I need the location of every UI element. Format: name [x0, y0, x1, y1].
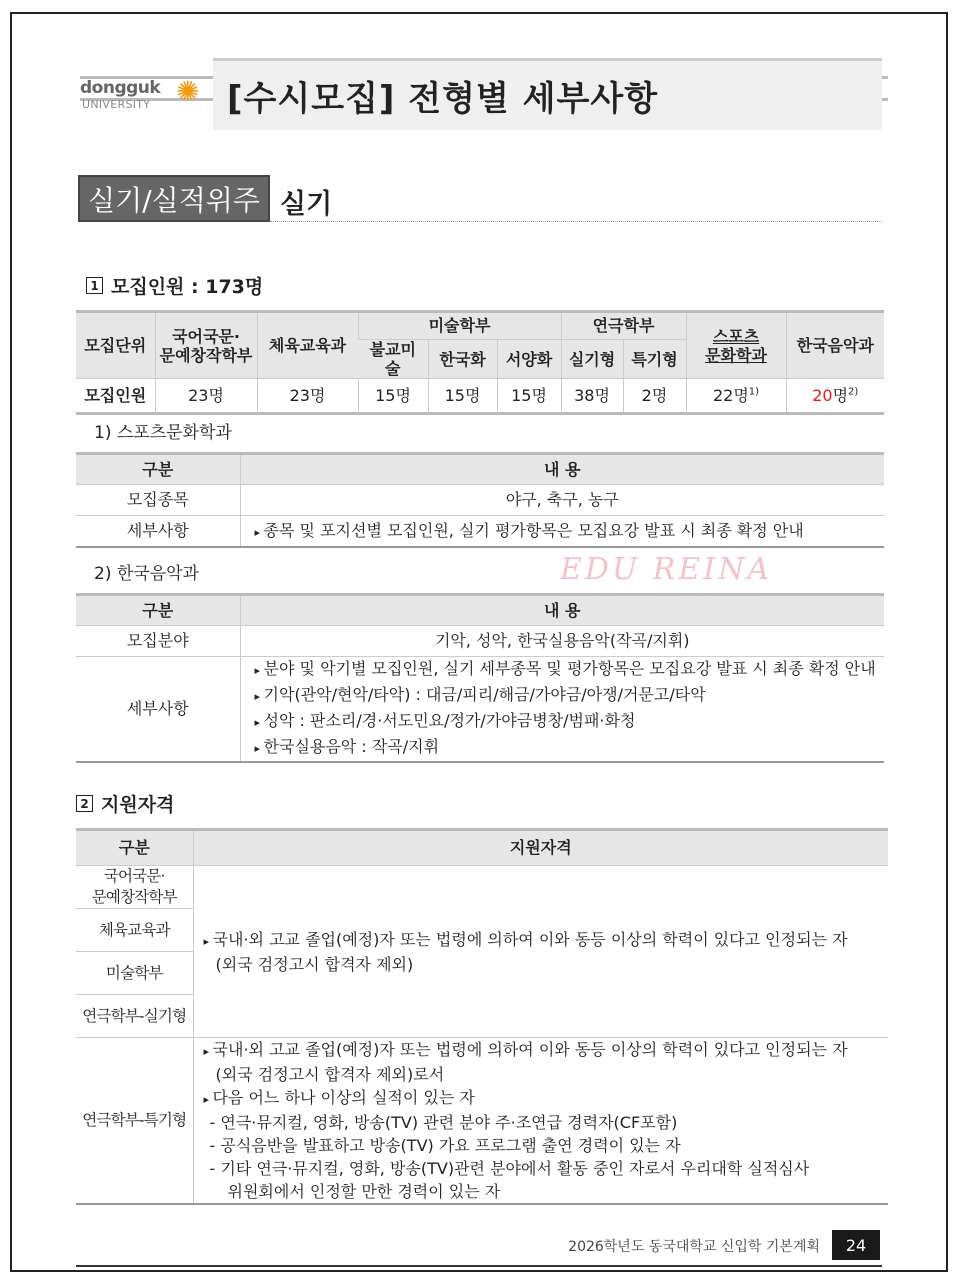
eligibility-item: ▸ 국내·외 고교 졸업(예정)자 또는 법령에 의하여 이와 동등 이상의 학력이 있다고 인정되는 자 — [204, 928, 885, 953]
header-content: 내 용 — [240, 595, 884, 626]
row-label: 연극학부-실기형 — [76, 995, 193, 1038]
cell — [193, 1038, 888, 1205]
header-col: 불교미술 — [358, 340, 428, 379]
divider — [270, 221, 882, 222]
detail-item: ▸ 분야 및 악기별 모집인원, 실기 세부종목 및 평가항목은 모집요강 발표 시 최종 확정 안내 — [255, 657, 881, 683]
header-unit: 모집단위 — [76, 312, 155, 379]
eligibility-item: (외국 검정고시 합격자 제외) — [215, 954, 414, 974]
cell-value: 22명 — [712, 386, 749, 406]
cell: 38명 — [561, 379, 623, 414]
header-eligibility: 지원자격 — [193, 830, 888, 866]
row-label: 미술학부 — [76, 952, 193, 995]
eligibility-item: ▸ 국내·외 고교 졸업(예정)자 또는 법령에 의하여 이와 동등 이상의 학력이 있다고 인정되는 자 — [204, 1038, 885, 1063]
header-category: 구분 — [76, 454, 240, 485]
row-label: 모집종목 — [76, 485, 240, 516]
cell — [786, 379, 884, 414]
footer-text: 2026학년도 동국대학교 신입학 기본계획 — [568, 1239, 820, 1255]
cell-unit: 명 — [832, 386, 849, 406]
cell: 15명 — [428, 379, 497, 414]
heading-text: 지원자격 — [101, 794, 175, 816]
cell — [686, 379, 786, 414]
row-label: 세부사항 — [76, 516, 240, 547]
subheading-sports: 1) 스포츠문화학과 — [94, 423, 232, 443]
heading-recruitment — [86, 272, 263, 299]
footer-line — [76, 1265, 882, 1267]
eligibility-item: - 공식음반을 발표하고 방송(TV) 가요 프로그램 출연 경력이 있는 자 — [209, 1136, 681, 1155]
cell: ▸ 종목 및 포지션별 모집인원, 실기 평가항목은 모집요강 발표 시 최종 확정 안내 — [240, 516, 884, 547]
row-label: 연극학부-특기형 — [76, 1038, 193, 1205]
detail-item: ▸ 한국실용음악 : 작곡/지휘 — [255, 735, 881, 761]
cell: 15명 — [358, 379, 428, 414]
logo-star-icon: ✺ — [176, 75, 200, 108]
subheading-music: 2) 한국음악과 — [94, 564, 199, 584]
header-col: 스포츠 문화학과 — [686, 312, 786, 379]
eligibility-item: 위원회에서 인정할 만한 경력이 있는 자 — [227, 1182, 501, 1201]
music-table — [76, 593, 884, 763]
header-content: 내 용 — [240, 454, 884, 485]
recruitment-table — [76, 310, 884, 415]
cell-value: 20 — [812, 386, 833, 406]
row-label: 국어국문· 문예창작학부 — [76, 866, 193, 909]
header-group: 연극학부 — [561, 312, 686, 340]
section-name: 실기 — [280, 189, 333, 220]
heading-eligibility — [76, 790, 174, 817]
header-category: 구분 — [76, 830, 193, 866]
footnote: 1) — [748, 386, 760, 398]
header-col: 한국화 — [428, 340, 497, 379]
cell: 23명 — [257, 379, 358, 414]
row-label: 모집인원 — [76, 379, 155, 414]
cell — [240, 657, 884, 763]
eligibility-item: (외국 검정고시 합격자 제외)로서 — [215, 1065, 445, 1084]
page-title: [수시모집] 전형별 세부사항 — [213, 58, 882, 130]
header-col: 서양화 — [497, 340, 561, 379]
cell: 23명 — [155, 379, 257, 414]
header-category: 구분 — [76, 595, 240, 626]
row-label: 체육교육과 — [76, 909, 193, 952]
section-category: 실기/실적위주 — [78, 175, 270, 222]
cell — [193, 866, 888, 1038]
logo-subtext: UNIVERSITY — [82, 98, 151, 111]
header-col: 한국음악과 — [786, 312, 884, 379]
page-number: 24 — [832, 1230, 880, 1260]
heading-text: 모집인원 : 173명 — [111, 276, 264, 298]
eligibility-table — [76, 828, 888, 1205]
logo-text: dongguk — [80, 76, 888, 101]
header-col: 체육교육과 — [257, 312, 358, 379]
detail-item: ▸ 기악(관악/현악/타악) : 대금/피리/해금/가야금/아쟁/거문고/타악 — [255, 683, 881, 709]
detail-item: ▸ 성악 : 판소리/경·서도민요/정가/가야금병창/범패·화청 — [255, 709, 881, 735]
cell: 야구, 축구, 농구 — [240, 485, 884, 516]
eligibility-item: ▸ 다음 어느 하나 이상의 실적이 있는 자 — [204, 1086, 885, 1111]
eligibility-item: - 기타 연극·뮤지컬, 영화, 방송(TV)관련 분야에서 활동 중인 자로서 우리대학 실적심사 — [209, 1159, 810, 1178]
row-label: 모집분야 — [76, 626, 240, 657]
watermark: EDU REINA — [560, 552, 773, 587]
row-label: 세부사항 — [76, 657, 240, 763]
university-logo — [80, 76, 210, 120]
footnote: 2) — [848, 386, 859, 398]
header-col: 국어국문· 문예창작학부 — [155, 312, 257, 379]
eligibility-item: - 연극·뮤지컬, 영화, 방송(TV) 관련 분야 주·조연급 경력자(CF포함) — [209, 1113, 678, 1132]
section-number: 1 — [86, 277, 103, 294]
cell: 기악, 성악, 한국실용음악(작곡/지휘) — [240, 626, 884, 657]
header-col: 특기형 — [623, 340, 686, 379]
header-group: 미술학부 — [358, 312, 561, 340]
cell: 2명 — [623, 379, 686, 414]
header-col: 실기형 — [561, 340, 623, 379]
section-number: 2 — [76, 795, 93, 812]
sports-table — [76, 452, 884, 548]
cell: 15명 — [497, 379, 561, 414]
